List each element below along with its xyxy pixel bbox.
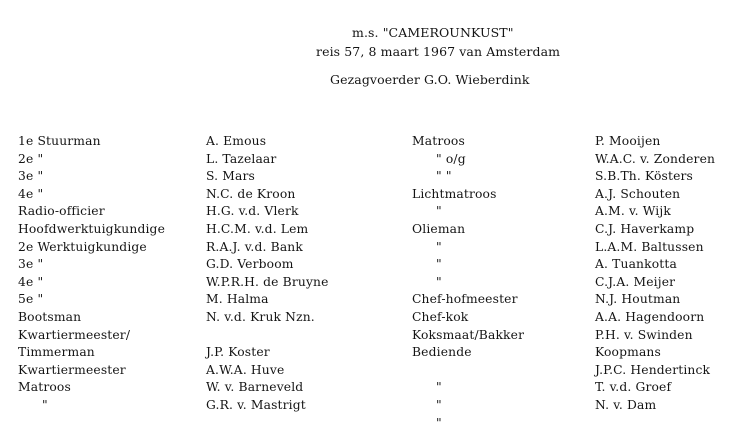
left-ranks-column xyxy=(18,133,208,415)
rank: Matroos xyxy=(412,134,465,148)
rank: " xyxy=(436,239,442,254)
crew-name: N. v.d. Kruk Nzn. xyxy=(206,309,315,324)
crew-name: N.C. de Kroon xyxy=(206,186,296,201)
crew-name: S. Mars xyxy=(206,169,255,184)
crew-name: T. v.d. Groef xyxy=(595,380,672,395)
crew-name: A.W.A. Huve xyxy=(206,362,285,377)
rank: 4e " xyxy=(18,274,44,289)
rank xyxy=(412,362,602,380)
rank: Bootsman xyxy=(18,309,82,324)
rank: 2e Werktuigkundige xyxy=(18,239,147,254)
captain-line: Gezagvoerder G.O. Wieberdink xyxy=(330,72,530,87)
rank: 2e " xyxy=(18,151,44,166)
crew-name: H.G. v.d. Vlerk xyxy=(206,204,299,219)
rank: Lichtmatroos xyxy=(412,186,497,201)
rank: Kwartiermeester/ xyxy=(18,327,131,342)
rank: 4e " xyxy=(18,186,44,201)
rank: Radio-officier xyxy=(18,204,105,219)
crew-name: W. v. Barneveld xyxy=(206,380,304,395)
rank: Matroos xyxy=(18,380,71,395)
rank: Olieman xyxy=(412,221,466,236)
crew-name: C.J. Haverkamp xyxy=(595,221,695,236)
crew-name: N.J. Houtman xyxy=(595,292,681,307)
crew-name: N. v. Dam xyxy=(595,397,657,412)
rank: Chef-hofmeester xyxy=(412,292,518,307)
left-names-column xyxy=(206,133,396,415)
rank: " xyxy=(436,397,442,412)
crew-name: J.P.C. Hendertinck xyxy=(595,362,711,377)
rank: " xyxy=(436,257,442,272)
rank: " xyxy=(42,397,48,412)
crew-name: M. Halma xyxy=(206,292,269,307)
rank: " o/g xyxy=(436,151,466,166)
rank: " xyxy=(436,415,442,430)
crew-name: P. Mooijen xyxy=(595,134,661,148)
crew-name: G.D. Verboom xyxy=(206,257,294,272)
rank: Bediende xyxy=(412,345,472,360)
crew-name: A. Tuankotta xyxy=(595,257,677,272)
crew-name: H.C.M. v.d. Lem xyxy=(206,221,309,236)
rank: 1e Stuurman xyxy=(18,134,101,148)
rank: " xyxy=(436,274,442,289)
rank: Hoofdwerktuigkundige xyxy=(18,221,165,236)
voyage-line: reis 57, 8 maart 1967 van Amsterdam xyxy=(316,44,561,59)
right-names-column xyxy=(595,133,750,415)
crew-name: R.A.J. v.d. Bank xyxy=(206,239,303,254)
document-header xyxy=(0,0,750,110)
rank: 5e " xyxy=(18,292,44,307)
crew-name: C.J.A. Meijer xyxy=(595,274,676,289)
rank: 3e " xyxy=(18,169,44,184)
crew-name: L. Tazelaar xyxy=(206,151,277,166)
crew-name: A.M. v. Wijk xyxy=(595,204,671,219)
right-ranks-column xyxy=(412,133,602,432)
crew-name: S.B.Th. Kösters xyxy=(595,169,694,184)
crew-name: P.H. v. Swinden xyxy=(595,327,693,342)
rank: 3e " xyxy=(18,257,44,272)
rank: " xyxy=(436,204,442,219)
crew-name: A.J. Schouten xyxy=(595,186,681,201)
rank: Koksmaat/Bakker xyxy=(412,327,525,342)
crew-name xyxy=(206,327,396,345)
rank: " " xyxy=(436,169,452,184)
ship-name: m.s. "CAMEROUNKUST" xyxy=(352,25,514,40)
crew-name: A. Emous xyxy=(206,134,267,148)
crew-name: W.A.C. v. Zonderen xyxy=(595,151,716,166)
crew-name: G.R. v. Mastrigt xyxy=(206,397,306,412)
crew-name: J.P. Koster xyxy=(206,345,270,360)
crew-name: L.A.M. Baltussen xyxy=(595,239,704,254)
crew-name: Koopmans xyxy=(595,345,661,360)
rank: " xyxy=(436,380,442,395)
rank: Kwartiermeester xyxy=(18,362,126,377)
crew-name: A.A. Hagendoorn xyxy=(595,309,705,324)
rank: Chef-kok xyxy=(412,309,469,324)
rank: Timmerman xyxy=(18,345,95,360)
crew-name: W.P.R.H. de Bruyne xyxy=(206,274,329,289)
